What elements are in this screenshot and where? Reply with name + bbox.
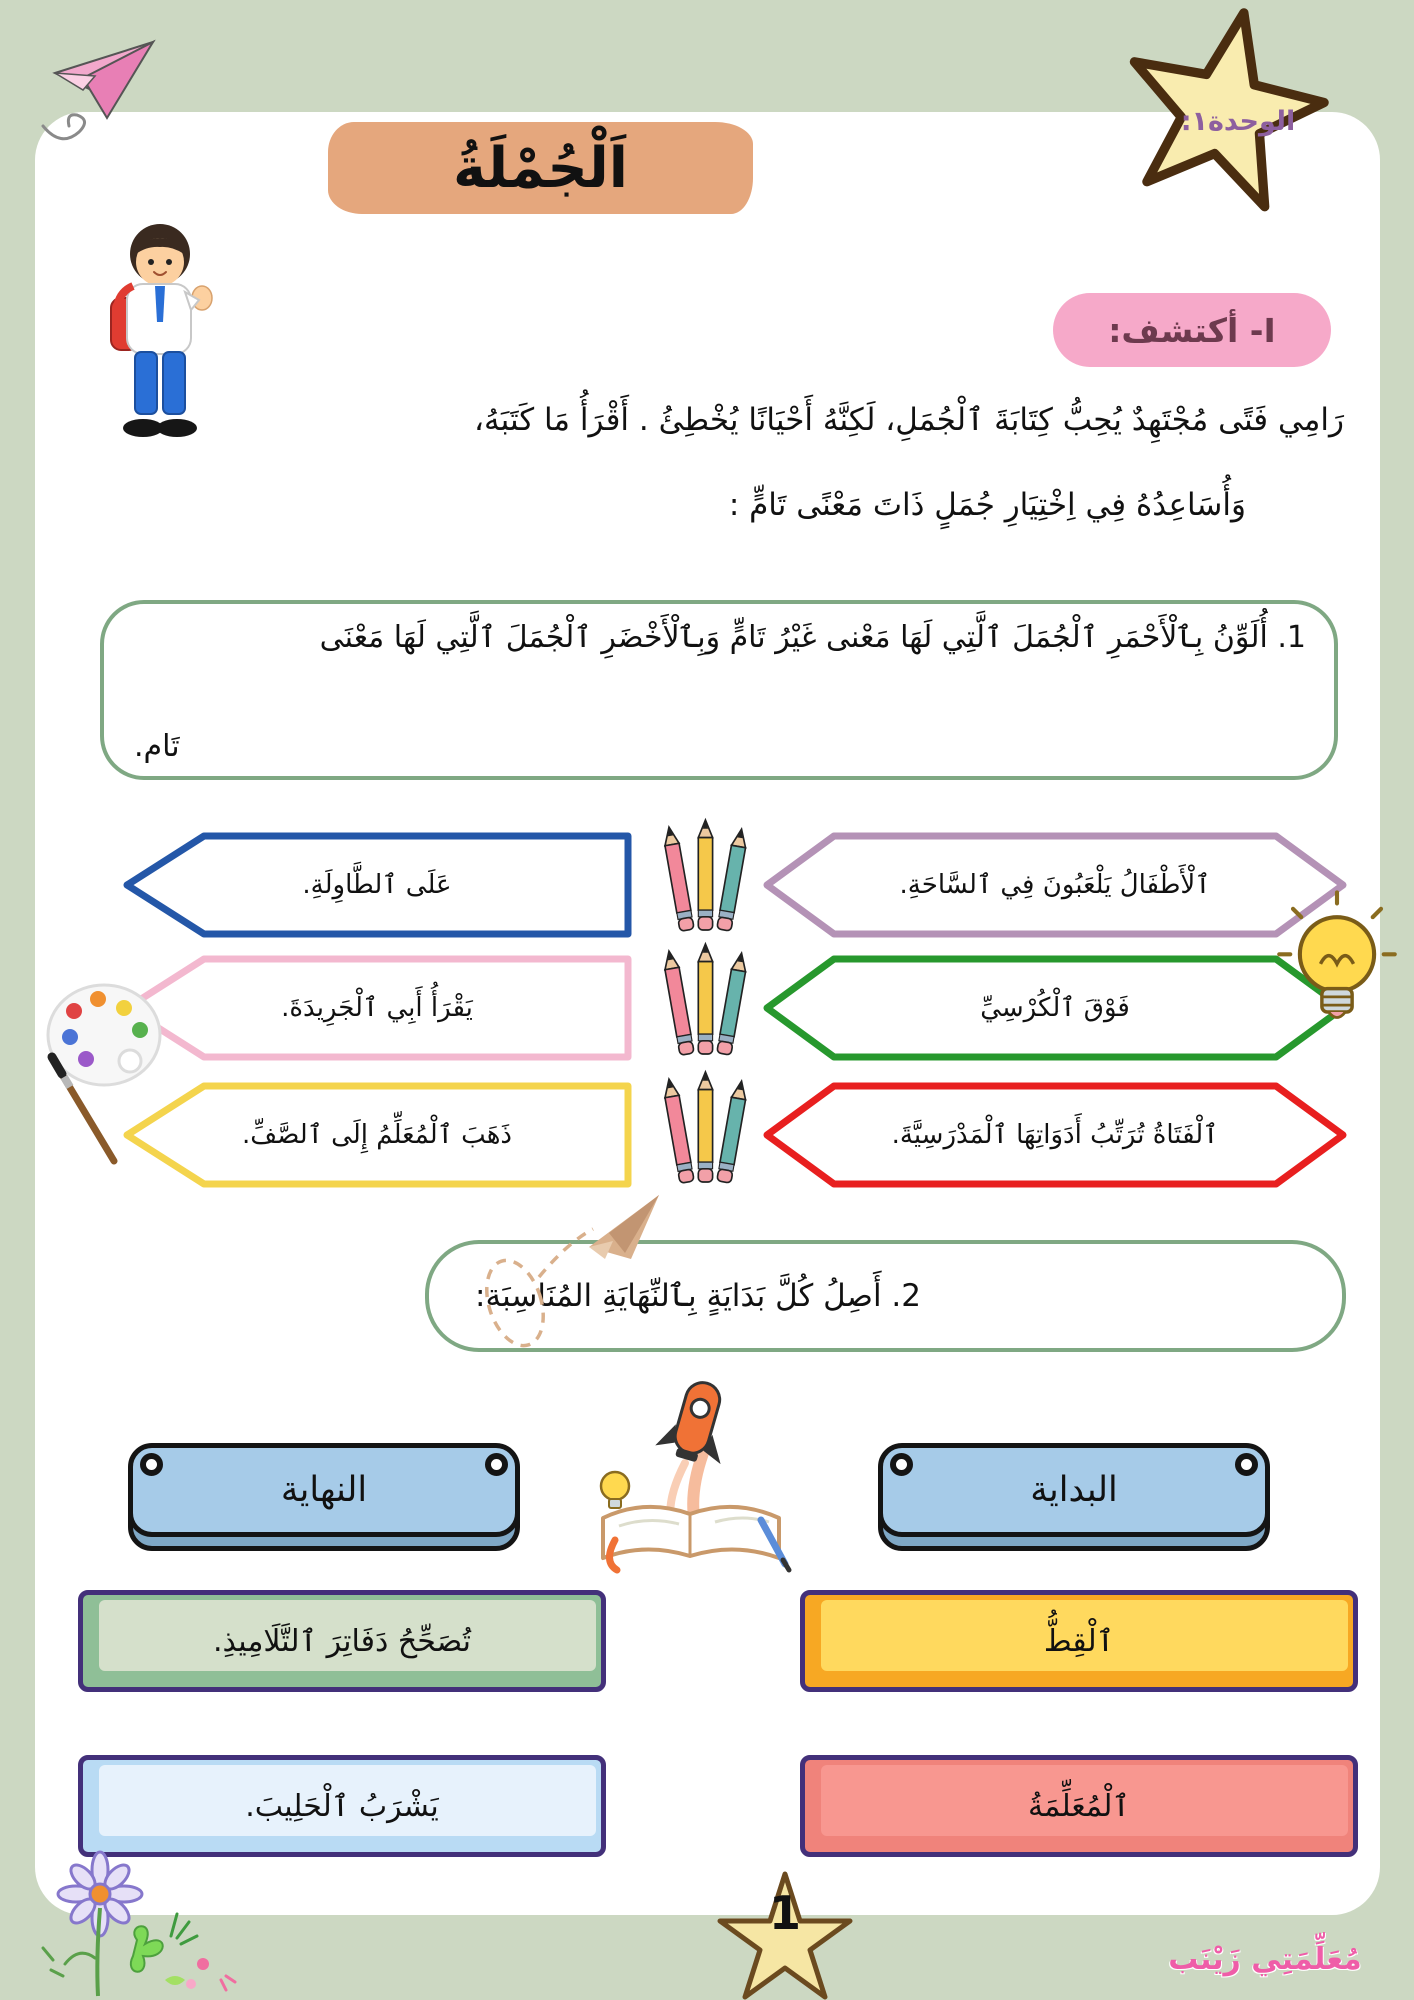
paper-plane-icon bbox=[35, 28, 185, 153]
sentence-text: ٱلْفَتَاةُ تُرَتِّبُ أَدَوَاتِهَا ٱلْمَدْرَسِيَّةَ. bbox=[891, 1120, 1219, 1150]
intro-text-line2: وَأُسَاعِدُهُ فِي اِخْتِيَارِ جُمَلٍ ذَاتَ مَعْنًى تَامٍّ : bbox=[728, 487, 1246, 523]
ending-banner-2[interactable] bbox=[78, 1755, 606, 1857]
sentence-text: فَوْقَ ٱلْكُرْسِيِّ bbox=[980, 993, 1130, 1023]
flowers-illustration bbox=[25, 1852, 285, 2000]
end-column-label: النهاية bbox=[280, 1470, 368, 1510]
author-signature: مُعَلِّمَتِي زَيْنَب bbox=[1168, 1942, 1362, 1977]
plaque-begin-header bbox=[878, 1443, 1270, 1551]
pencils-icon bbox=[648, 944, 764, 1076]
section-discover-badge: I- أكتشف: bbox=[1053, 293, 1331, 367]
ending-banner-1[interactable] bbox=[78, 1590, 606, 1692]
sentence-text: ذَهَبَ ٱلْمُعَلِّمُ إِلَى ٱلصَّفِّ. bbox=[242, 1120, 512, 1150]
paper-plane-trail-icon bbox=[455, 1185, 685, 1360]
ending-text: تُصَحِّحُ دَفَاتِرَ ٱلتَّلَامِيذِ. bbox=[213, 1623, 471, 1659]
sentence-text: عَلَى ٱلطَّاوِلَةِ. bbox=[302, 870, 452, 900]
beginning-banner-1[interactable] bbox=[800, 1590, 1358, 1692]
paint-palette-icon bbox=[42, 975, 177, 1185]
sentence-arrow-row1-left[interactable] bbox=[122, 832, 632, 938]
sentence-arrow-row3-left[interactable] bbox=[122, 1082, 632, 1188]
task1-instruction-box bbox=[100, 600, 1338, 780]
ending-text: يَشْرَبُ ٱلْحَلِيبَ. bbox=[245, 1788, 439, 1824]
rocket-book-illustration bbox=[585, 1368, 800, 1573]
pencils-icon bbox=[648, 1072, 764, 1204]
beginning-text: ٱلْمُعَلِّمَةُ bbox=[1028, 1788, 1130, 1824]
schoolboy-illustration bbox=[85, 212, 235, 452]
sentence-text: ٱلْأَطْفَالُ يَلْعَبُونَ فِي ٱلسَّاحَةِ. bbox=[899, 870, 1211, 900]
task1-instruction-line1: 1. أُلَوِّنُ بِٱلْأَحْمَرِ ٱلْجُمَلَ ٱلَّتِي لَهَا مَعْنى غَيْرُ تَامٍّ وَبِٱلْأَخْضَرِ ٱلْجُمَلَ ٱلَّتِي لَهَا مَعْنَى bbox=[319, 620, 1306, 655]
pencils-icon bbox=[648, 820, 764, 952]
sentence-arrow-row2-left[interactable] bbox=[122, 955, 632, 1061]
task1-instruction-line2: تَام. bbox=[134, 729, 180, 764]
beginning-text: ٱلْقِطُّ bbox=[1043, 1623, 1115, 1659]
sentence-text: يَقْرَأُ أَبِي ٱلْجَرِيدَةَ. bbox=[281, 993, 473, 1023]
unit-label: الوحدة١: bbox=[1180, 106, 1296, 137]
page-title: اَلْجُمْلَةُ bbox=[453, 135, 628, 201]
lightbulb-icon bbox=[1282, 888, 1392, 1048]
sentence-arrow-row3-right[interactable] bbox=[762, 1082, 1348, 1188]
plaque-end-header bbox=[128, 1443, 520, 1551]
sentence-arrow-row2-right[interactable] bbox=[762, 955, 1348, 1061]
begin-column-label: البداية bbox=[1030, 1470, 1118, 1510]
intro-text-line1: رَامِي فَتًى مُجْتَهِدٌ يُحِبُّ كِتَابَةَ ٱلْجُمَلِ، لَكِنَّهُ أَحْيَانًا يُخْطِئُ . أَقْرَأُ مَا كَتَبَهُ، bbox=[474, 402, 1344, 438]
task2-instruction: 2. أَصِلُ كُلَّ بَدَايَةٍ بِٱلنِّهَايَةِ المُنَاسِبَة: bbox=[475, 1278, 922, 1314]
sentence-arrow-row1-right[interactable] bbox=[762, 832, 1348, 938]
page-number: 1 bbox=[768, 1886, 801, 1940]
beginning-banner-2[interactable] bbox=[800, 1755, 1358, 1857]
